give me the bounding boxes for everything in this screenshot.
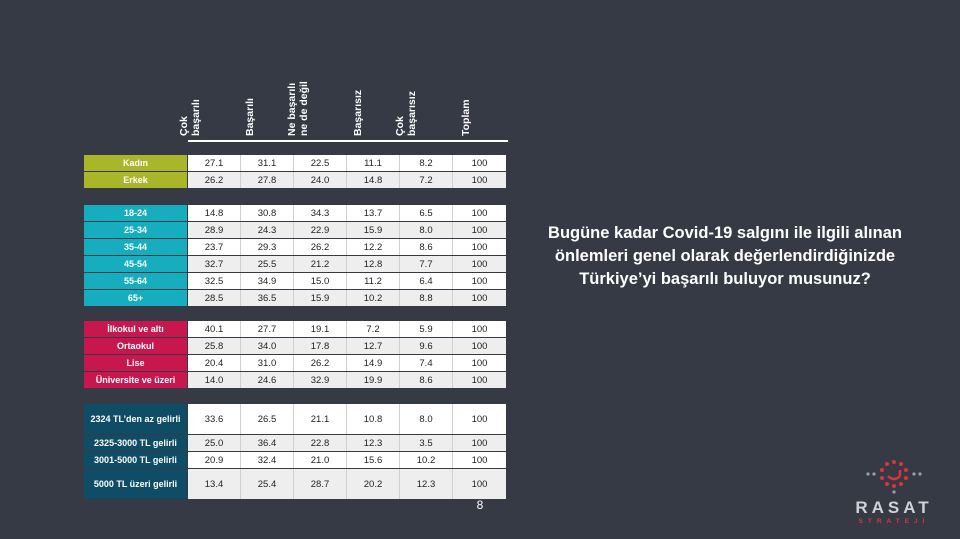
age-group bbox=[84, 205, 508, 307]
row-label: İlkokul ve altı bbox=[84, 321, 187, 337]
row-label: Lise bbox=[84, 355, 187, 371]
table-cell: 25.5 bbox=[241, 256, 294, 272]
table-cell: 100 bbox=[471, 292, 488, 304]
table-cell: 24.0 bbox=[294, 172, 347, 188]
table-cell: 23.7 bbox=[188, 239, 241, 255]
table-cell: 31.1 bbox=[241, 155, 294, 171]
table-cell: 28.5 bbox=[188, 290, 241, 306]
table-row bbox=[84, 372, 508, 388]
table-cell: 8.6 bbox=[400, 239, 453, 255]
row-values bbox=[188, 435, 506, 451]
table-cell: 34.3 bbox=[294, 205, 347, 221]
table-row bbox=[84, 239, 508, 255]
table-cell: 22.8 bbox=[294, 435, 347, 451]
table-cell: 26.2 bbox=[188, 172, 241, 188]
table-row bbox=[84, 321, 508, 337]
table-cell: 21.0 bbox=[294, 452, 347, 468]
table-cell: 5.9 bbox=[400, 321, 453, 337]
table-cell: 21.2 bbox=[294, 256, 347, 272]
table-cell: 11.2 bbox=[347, 273, 400, 289]
table-cell: 100 bbox=[471, 207, 488, 219]
row-label: 45-54 bbox=[84, 256, 187, 272]
table-cell: 21.1 bbox=[294, 404, 347, 434]
table-row bbox=[84, 256, 508, 272]
table-cell: 36.5 bbox=[241, 290, 294, 306]
table-row bbox=[84, 452, 508, 468]
table-cell: 8.8 bbox=[400, 290, 453, 306]
table-cell: 19.1 bbox=[294, 321, 347, 337]
table-cell: 12.2 bbox=[347, 239, 400, 255]
row-values bbox=[188, 321, 506, 337]
table-cell: 40.1 bbox=[188, 321, 241, 337]
table-cell: 20.9 bbox=[188, 452, 241, 468]
table-cell: 7.2 bbox=[347, 321, 400, 337]
table-cell: 17.8 bbox=[294, 338, 347, 354]
table-cell: 14.8 bbox=[347, 172, 400, 188]
table-cell: 27.8 bbox=[241, 172, 294, 188]
table-row bbox=[84, 205, 508, 221]
row-values bbox=[188, 372, 506, 388]
row-values bbox=[188, 469, 506, 499]
table-cell: 7.4 bbox=[400, 355, 453, 371]
table-cell: 27.1 bbox=[188, 155, 241, 171]
table-cell: 14.0 bbox=[188, 372, 241, 388]
column-header: Çok başarısız bbox=[394, 91, 418, 136]
column-header: Başarısız bbox=[352, 89, 364, 136]
table-row bbox=[84, 435, 508, 451]
question-text: Bugüne kadar Covid-19 salgını ile ilgili alınan önlemleri genel olarak değerlendirdiğinizde Türkiye’yi başarılı buluyor musunuz? bbox=[548, 224, 902, 288]
column-header: Ne başarılı ne de değil bbox=[286, 81, 310, 136]
table-cell: 100 bbox=[471, 241, 488, 253]
table-cell: 13.7 bbox=[347, 205, 400, 221]
table-cell: 11.1 bbox=[347, 155, 400, 171]
table-cell: 34.9 bbox=[241, 273, 294, 289]
row-label: 2325-3000 TL gelirli bbox=[84, 435, 187, 451]
table-cell: 30.8 bbox=[241, 205, 294, 221]
gender-group bbox=[84, 155, 508, 189]
table-cell: 100 bbox=[471, 478, 488, 490]
table-cell: 8.2 bbox=[400, 155, 453, 171]
table-cell: 19.9 bbox=[347, 372, 400, 388]
row-label: 2324 TL’den az gelirli bbox=[84, 404, 187, 434]
table-cell: 14.9 bbox=[347, 355, 400, 371]
table-cell: 13.4 bbox=[188, 469, 241, 499]
table-cell: 100 bbox=[471, 454, 488, 466]
table-row bbox=[84, 155, 508, 171]
table-cell: 100 bbox=[471, 174, 488, 186]
table-cell: 34.0 bbox=[241, 338, 294, 354]
table-cell: 28.7 bbox=[294, 469, 347, 499]
table-cell: 100 bbox=[471, 157, 488, 169]
row-label: Kadın bbox=[84, 155, 187, 171]
logo-name: RASAT bbox=[855, 498, 933, 517]
row-values bbox=[188, 404, 506, 434]
table-cell: 32.7 bbox=[188, 256, 241, 272]
table-cell: 12.8 bbox=[347, 256, 400, 272]
table-cell: 10.8 bbox=[347, 404, 400, 434]
row-label: 65+ bbox=[84, 290, 187, 306]
table-cell: 26.5 bbox=[241, 404, 294, 434]
table-cell: 10.2 bbox=[400, 452, 453, 468]
header-divider bbox=[188, 140, 508, 142]
table-cell: 15.0 bbox=[294, 273, 347, 289]
table-cell: 26.2 bbox=[294, 239, 347, 255]
row-label: 5000 TL üzeri gelirli bbox=[84, 469, 187, 499]
rasat-logo bbox=[848, 458, 940, 528]
table-row bbox=[84, 404, 508, 434]
row-values bbox=[188, 155, 506, 171]
table-cell: 22.9 bbox=[294, 222, 347, 238]
row-label: 55-64 bbox=[84, 273, 187, 289]
table-cell: 100 bbox=[471, 340, 488, 352]
table-cell: 29.3 bbox=[241, 239, 294, 255]
table-cell: 14.8 bbox=[188, 205, 241, 221]
page-number: 8 bbox=[476, 498, 484, 512]
table-row bbox=[84, 338, 508, 354]
table-cell: 6.5 bbox=[400, 205, 453, 221]
table-cell: 36.4 bbox=[241, 435, 294, 451]
row-label: Ortaokul bbox=[84, 338, 187, 354]
table-cell: 15.6 bbox=[347, 452, 400, 468]
table-cell: 8.0 bbox=[400, 404, 453, 434]
table-cell: 100 bbox=[471, 374, 488, 386]
table-cell: 12.3 bbox=[400, 469, 453, 499]
table-cell: 25.8 bbox=[188, 338, 241, 354]
table-cell: 100 bbox=[471, 413, 488, 425]
row-values bbox=[188, 222, 506, 238]
table-cell: 10.2 bbox=[347, 290, 400, 306]
table-cell: 33.6 bbox=[188, 404, 241, 434]
row-label: 3001-5000 TL gelirli bbox=[84, 452, 187, 468]
row-values bbox=[188, 273, 506, 289]
table-cell: 24.3 bbox=[241, 222, 294, 238]
table-cell: 32.4 bbox=[241, 452, 294, 468]
table-cell: 7.7 bbox=[400, 256, 453, 272]
logo-mark-icon bbox=[848, 458, 940, 498]
row-values bbox=[188, 452, 506, 468]
table-cell: 25.4 bbox=[241, 469, 294, 499]
table-cell: 100 bbox=[471, 357, 488, 369]
education-group bbox=[84, 321, 508, 389]
logo-subtitle: STRATEJİ bbox=[858, 518, 930, 525]
row-label: Erkek bbox=[84, 172, 187, 188]
table-row bbox=[84, 469, 508, 499]
table-row bbox=[84, 222, 508, 238]
row-label: 35-44 bbox=[84, 239, 187, 255]
table-cell: 7.2 bbox=[400, 172, 453, 188]
table-cell: 32.9 bbox=[294, 372, 347, 388]
table-cell: 100 bbox=[471, 437, 488, 449]
table-cell: 26.2 bbox=[294, 355, 347, 371]
table-cell: 32.5 bbox=[188, 273, 241, 289]
row-values bbox=[188, 256, 506, 272]
table-row bbox=[84, 290, 508, 306]
row-values bbox=[188, 338, 506, 354]
table-cell: 15.9 bbox=[347, 222, 400, 238]
row-values bbox=[188, 172, 506, 188]
table-cell: 8.0 bbox=[400, 222, 453, 238]
table-row bbox=[84, 172, 508, 188]
income-group bbox=[84, 404, 508, 500]
table-cell: 9.6 bbox=[400, 338, 453, 354]
table-cell: 12.7 bbox=[347, 338, 400, 354]
row-values bbox=[188, 205, 506, 221]
table-cell: 31.0 bbox=[241, 355, 294, 371]
table-cell: 20.2 bbox=[347, 469, 400, 499]
table-cell: 3.5 bbox=[400, 435, 453, 451]
row-values bbox=[188, 290, 506, 306]
column-header: Başarılı bbox=[244, 98, 256, 136]
row-values bbox=[188, 355, 506, 371]
table-cell: 20.4 bbox=[188, 355, 241, 371]
table-cell: 12.3 bbox=[347, 435, 400, 451]
table-row bbox=[84, 273, 508, 289]
row-label: Üniversite ve üzeri bbox=[84, 372, 187, 388]
table-cell: 24.6 bbox=[241, 372, 294, 388]
table-cell: 6.4 bbox=[400, 273, 453, 289]
table-cell: 15.9 bbox=[294, 290, 347, 306]
table-cell: 100 bbox=[471, 323, 488, 335]
table-row bbox=[84, 355, 508, 371]
table-cell: 100 bbox=[471, 275, 488, 287]
row-label: 25-34 bbox=[84, 222, 187, 238]
table-cell: 100 bbox=[471, 258, 488, 270]
table-cell: 28.9 bbox=[188, 222, 241, 238]
table-cell: 8.6 bbox=[400, 372, 453, 388]
table-cell: 27.7 bbox=[241, 321, 294, 337]
table-cell: 25.0 bbox=[188, 435, 241, 451]
table-cell: 22.5 bbox=[294, 155, 347, 171]
column-header: Toplam bbox=[460, 99, 472, 136]
row-values bbox=[188, 239, 506, 255]
table-cell: 100 bbox=[471, 224, 488, 236]
row-label: 18-24 bbox=[84, 205, 187, 221]
column-header: Çok başarılı bbox=[178, 99, 202, 136]
